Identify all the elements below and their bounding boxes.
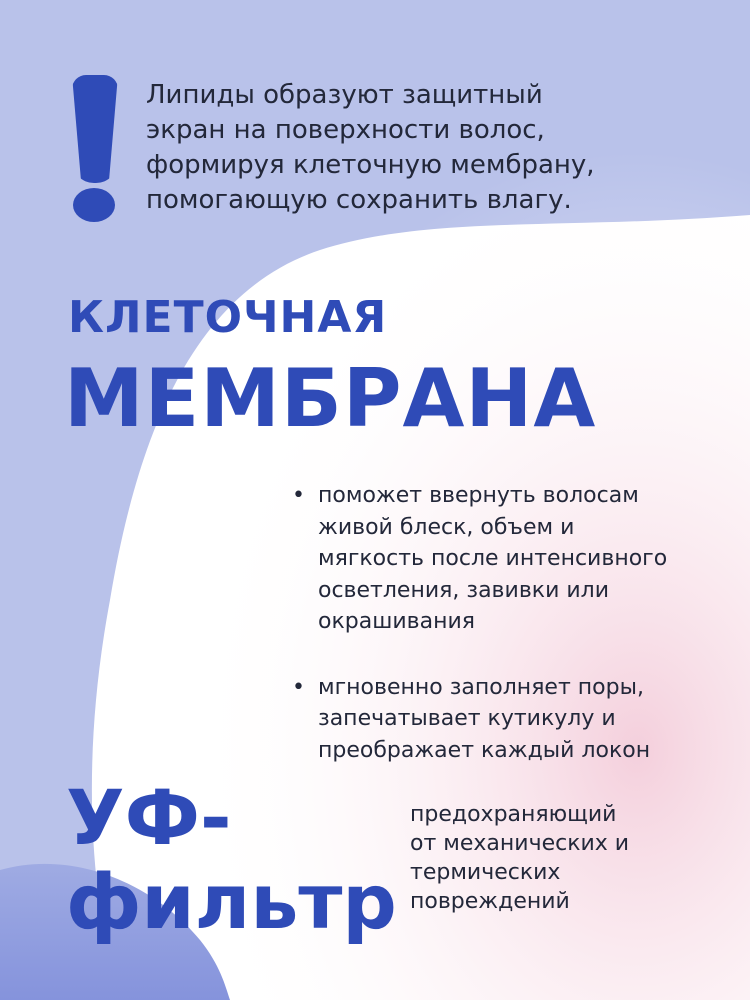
description-line: повреждений — [410, 889, 570, 914]
intro-line: формируя клеточную мембрану, — [146, 150, 595, 180]
list-item-line: осветления, завивки или — [318, 577, 610, 603]
bullet-icon: • — [292, 674, 305, 700]
intro-line: экран на поверхности волос, — [146, 115, 545, 145]
intro-text — [146, 78, 736, 218]
description-line: термических — [410, 860, 561, 885]
heading-line-2: МЕМБРАНА — [64, 352, 597, 445]
description-line: предохраняющий — [410, 802, 617, 827]
list-item-line: поможет ввернуть волосам — [318, 483, 639, 508]
intro-line: помогающую сохранить влагу. — [146, 185, 572, 215]
uv-filter-heading-line: УФ- — [66, 773, 232, 862]
bullet-icon: • — [292, 483, 305, 508]
benefits-list — [290, 480, 740, 800]
list-item — [290, 480, 740, 638]
list-item-line: мгновенно заполняет поры, — [318, 674, 644, 700]
exclamation-dot-icon — [73, 188, 115, 222]
heading-line-1: КЛЕТОЧНАЯ — [68, 292, 388, 343]
uv-filter-heading — [66, 773, 397, 946]
list-item-line: окрашивания — [318, 609, 475, 634]
uv-filter-heading-line: фильтр — [66, 857, 397, 946]
list-item — [290, 672, 740, 767]
list-item-line: живой блеск, объем и — [318, 514, 575, 540]
list-item-line: мягкость после интенсивного — [318, 546, 668, 571]
uv-filter-description — [410, 800, 740, 916]
intro-line: Липиды образуют защитный — [146, 80, 543, 110]
list-item-line: преображает каждый локон — [318, 737, 651, 763]
list-item-line: запечатывает кутикулу и — [318, 706, 616, 731]
description-line: от механических и — [410, 831, 630, 856]
